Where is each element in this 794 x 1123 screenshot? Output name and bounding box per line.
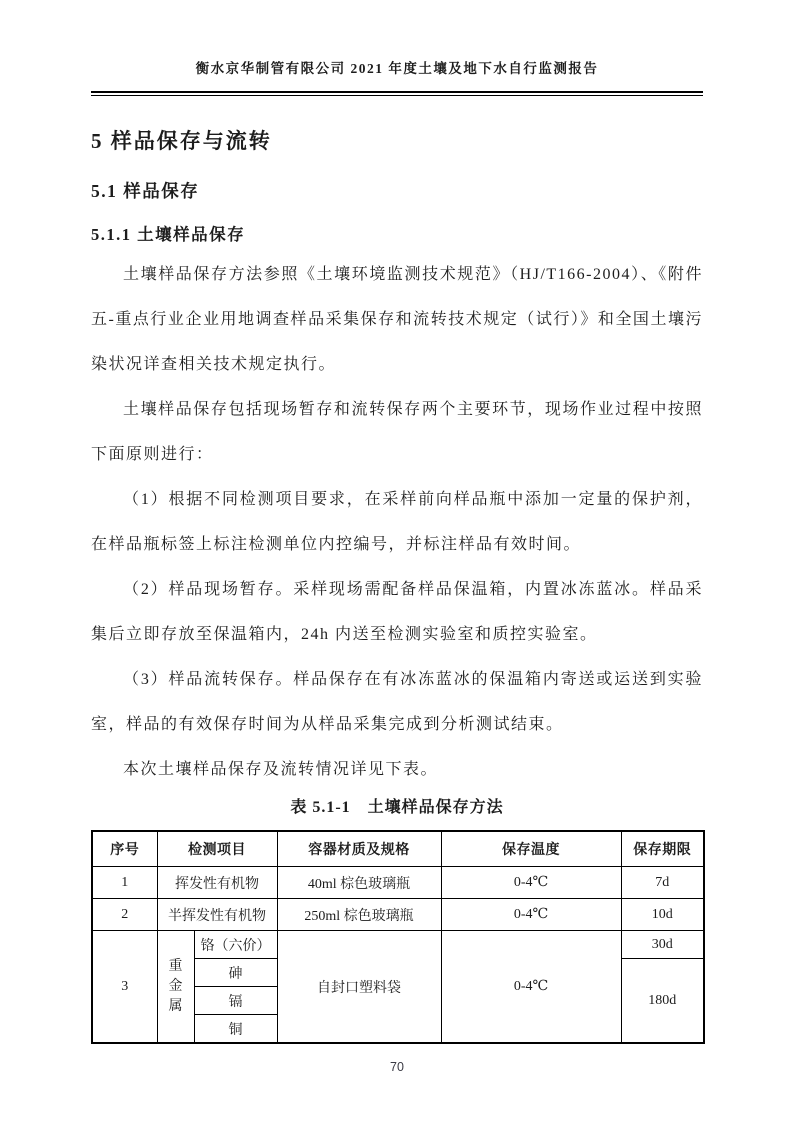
running-header [91,60,703,96]
cell-sub-item-chromium: 铬（六价） [194,931,277,959]
column-header-container: 容器材质及规格 [277,831,441,867]
body-text-block [91,252,703,792]
paragraph-intro-standards: 土壤样品保存方法参照《土壤环境监测技术规范》（HJ/T166-2004）、《附件五-重点行业企业用地调查样品采集保存和流转技术规定（试行）》和全国土壤污染状况详查相关技术规定执行。 [91,266,703,373]
paragraph-table-lead-in: 本次土壤样品保存及流转情况详见下表。 [123,761,439,778]
column-header-seq: 序号 [92,831,157,867]
cell-container: 40ml 棕色玻璃瓶 [277,867,441,899]
cell-temperature: 0-4℃ [441,867,621,899]
table-caption: 表 5.1-1 土壤样品保存方法 [290,799,504,816]
section-heading-5-1: 5.1 样品保存 [91,181,200,201]
header-divider-line [91,91,703,96]
paragraph-rule-3: （3）样品流转保存。样品保存在有冰冻蓝冰的保温箱内寄送或运送到实验室，样品的有效保存时间为从样品采集完成到分析测试结束。 [91,671,703,733]
table-row-1 [92,867,704,899]
cell-item: 半挥发性有机物 [157,899,277,931]
soil-sample-storage-table [91,830,705,1044]
cell-seq: 2 [92,899,157,931]
cell-container: 250ml 棕色玻璃瓶 [277,899,441,931]
page-content [91,60,703,1074]
section-heading-5: 5 样品保存与流转 [91,129,272,153]
paragraph-rule-1: （1）根据不同检测项目要求，在采样前向样品瓶中添加一定量的保护剂，在样品瓶标签上标注检测单位内控编号，并标注样品有效时间。 [91,491,703,553]
paragraph-storage-overview: 土壤样品保存包括现场暂存和流转保存两个主要环节，现场作业过程中按照下面原则进行： [91,401,703,463]
column-header-temperature: 保存温度 [441,831,621,867]
column-header-duration: 保存期限 [621,831,704,867]
cell-item: 挥发性有机物 [157,867,277,899]
page-number: 70 [390,1060,404,1074]
column-header-item: 检测项目 [157,831,277,867]
cell-temperature: 0-4℃ [441,899,621,931]
table-row-2 [92,899,704,931]
table-row-3-chromium [92,931,704,959]
section-heading-5-1-1: 5.1.1 土壤样品保存 [91,225,246,244]
cell-seq: 3 [92,931,157,1044]
cell-container: 自封口塑料袋 [277,931,441,1044]
running-header-title: 衡水京华制管有限公司 2021 年度土壤及地下水自行监测报告 [195,61,599,76]
cell-duration: 10d [621,899,704,931]
cell-temperature: 0-4℃ [441,931,621,1044]
cell-seq: 1 [92,867,157,899]
cell-duration-rest: 180d [621,959,704,1044]
cell-group-heavy-metals: 重金属 [157,931,194,1044]
table-header-row [92,831,704,867]
paragraph-rule-2: （2）样品现场暂存。采样现场需配备样品保温箱，内置冰冻蓝冰。样品采集后立即存放至保温箱内，24h 内送至检测实验室和质控实验室。 [91,581,703,643]
cell-duration-chromium: 30d [621,931,704,959]
cell-sub-item-arsenic: 砷 [194,959,277,987]
cell-duration: 7d [621,867,704,899]
cell-sub-item-copper: 铜 [194,1015,277,1044]
cell-sub-item-cadmium: 镉 [194,987,277,1015]
